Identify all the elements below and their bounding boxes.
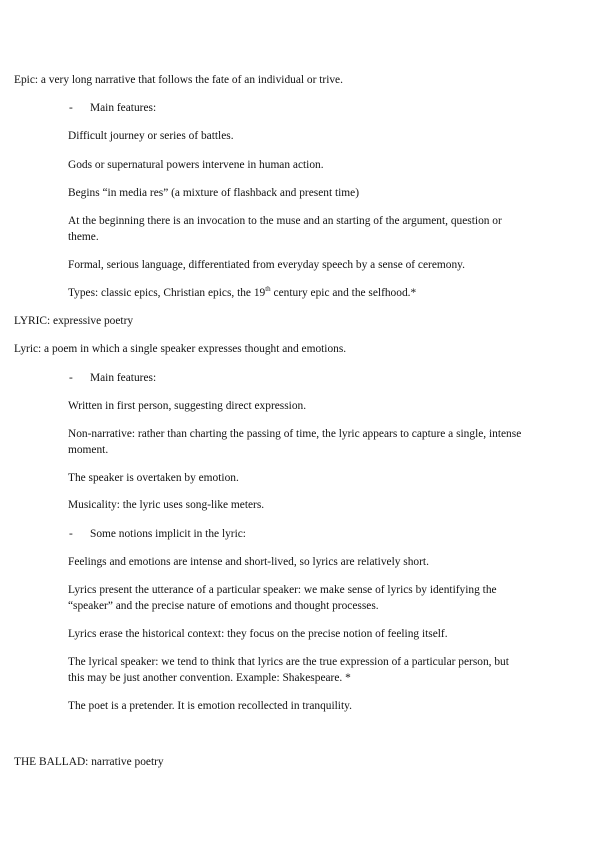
epic-definition: Epic: a very long narrative that follows the fate of an individual or trive. (14, 74, 343, 86)
epic-feature-item: At the beginning there is an invocation to the muse and an starting of the argument, question or theme. (68, 215, 502, 243)
ballad-heading: THE BALLAD: narrative poetry (14, 756, 164, 768)
lyric-features-heading: Main features: (90, 372, 157, 384)
lyric-notion-item: Feelings and emotions are intense and short-lived, so lyrics are relatively short. (68, 556, 429, 568)
lyric-feature-item: Musicality: the lyric uses song-like meters. (68, 499, 265, 511)
lyric-feature-item: Non-narrative: rather than charting the passing of time, the lyric appears to capture a single, intense moment. (68, 428, 522, 456)
lyric-notion-item: Lyrics erase the historical context: they focus on the precise notion of feeling itself. (68, 628, 448, 640)
epic-types (68, 285, 416, 301)
lyric-feature-item: The speaker is overtaken by emotion. (68, 472, 239, 484)
epic-feature-item: Difficult journey or series of battles. (68, 130, 234, 142)
lyric-notions-heading: Some notions implicit in the lyric: (90, 528, 246, 540)
bullet-dash: - (69, 372, 73, 384)
bullet-dash: - (69, 528, 73, 540)
lyric-notion-item: The lyrical speaker: we tend to think that lyrics are the true expression of a particular person, but this may be just another convention. Example: Shakespeare. * (68, 656, 509, 684)
epic-types-suffix: century epic and the selfhood.* (270, 287, 417, 299)
lyric-definition: Lyric: a poem in which a single speaker expresses thought and emotions. (14, 343, 347, 355)
epic-types-sup: th (265, 285, 271, 294)
epic-features-heading: Main features: (90, 102, 157, 114)
lyric-notion-item: The poet is a pretender. It is emotion recollected in tranquility. (68, 700, 352, 712)
epic-feature-item: Gods or supernatural powers intervene in human action. (68, 159, 324, 171)
lyric-heading: LYRIC: expressive poetry (14, 315, 134, 327)
epic-feature-item: Formal, serious language, differentiated from everyday speech by a sense of ceremony. (68, 259, 465, 271)
lyric-feature-item: Written in first person, suggesting direct expression. (68, 400, 307, 412)
bullet-dash: - (69, 102, 73, 114)
epic-types-prefix: Types: classic epics, Christian epics, the 19 (68, 287, 266, 299)
lyric-notion-item: Lyrics present the utterance of a particular speaker: we make sense of lyrics by identifying the “speaker” and the precise nature of emotions and thought processes. (68, 584, 497, 612)
epic-feature-item: Begins “in media res” (a mixture of flashback and present time) (68, 187, 359, 199)
